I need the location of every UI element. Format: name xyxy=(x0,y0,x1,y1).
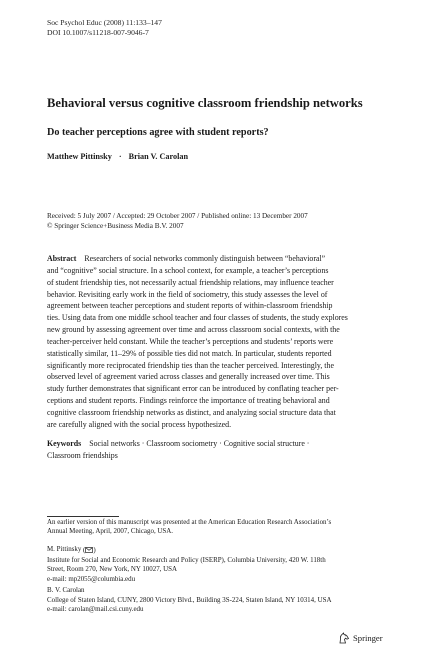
journal-citation: Soc Psychol Educ (2008) 11:133–147 xyxy=(47,18,162,27)
abstract-line: of student friendship ties, not necessarily actual friendship relations, may influence teacher xyxy=(47,277,334,287)
abstract-line: new ground by assessing agreement over time and across classroom social contexts, with the xyxy=(47,325,340,335)
affiliation-carolan xyxy=(47,586,392,615)
abstract-label: Abstract xyxy=(47,254,77,263)
received-dates: Received: 5 July 2007 / Accepted: 29 October 2007 / Published online: 13 December 2007 xyxy=(47,212,308,220)
abstract-line: behavior. Revisiting early work in the field of sociometry, this study assesses the level of xyxy=(47,289,328,299)
affiliation-pittinsky xyxy=(47,545,392,584)
article-title: Behavioral versus cognitive classroom friendship networks xyxy=(47,96,363,110)
author-list xyxy=(47,152,188,162)
abstract-line: study further demonstrates that significant error can be introduced by conflating teacher per- xyxy=(47,384,339,394)
journal-header xyxy=(47,18,162,38)
email-link[interactable]: e-mail: carolan@mail.csi.cuny.edu xyxy=(47,605,144,613)
abstract-line: ceptions and student reports. Findings reinforce the importance of treating behavioral and xyxy=(47,396,330,406)
abstract-line: ties. Using data from one middle school teacher and four classes of students, the study explores xyxy=(47,313,348,323)
footnote-divider xyxy=(47,516,119,517)
keywords-line: Social networks · Classroom sociometry · Cognitive social structure · xyxy=(89,439,310,448)
abstract-line: agreement between teacher perceptions and student reports of within-classroom friendship xyxy=(47,301,333,311)
abstract-line: cognitive classroom friendship networks as distinct, and analyzing social structure data that xyxy=(47,407,336,417)
affiliation-line: Street, Room 270, New York, NY 10027, USA xyxy=(47,565,178,573)
affiliation-line: Institute for Social and Economic Research and Policy (ISERP), Columbia University, 420 W. 118th xyxy=(47,555,326,564)
publication-history xyxy=(47,212,308,231)
publisher-logo xyxy=(338,632,383,644)
abstract-line: significantly more reciprocated friendship ties than the teacher perceived. Interestingly, the xyxy=(47,360,334,370)
presentation-footnote xyxy=(47,518,392,537)
affiliation-name: B. V. Carolan xyxy=(47,586,85,594)
email-link[interactable]: e-mail: mp2055@columbia.edu xyxy=(47,574,136,583)
keywords-line: Classroom friendships xyxy=(47,450,118,460)
keywords-label: Keywords xyxy=(47,439,82,448)
keywords xyxy=(47,438,392,461)
affiliation-name: M. Pittinsky xyxy=(47,545,82,553)
abstract-line: observed level of agreement varied across classes and generally increased over time. This xyxy=(47,372,330,382)
author-separator: · xyxy=(118,152,122,161)
doi-link[interactable]: DOI 10.1007/s11218-007-9046-7 xyxy=(47,28,149,37)
abstract-line: statistically similar, 11–29% of possible ties did not match. In particular, students reported xyxy=(47,348,332,358)
affiliation-name-line xyxy=(47,545,392,556)
footnote-line: An earlier version of this manuscript was presented at the American Education Research Association’s xyxy=(47,518,332,526)
affiliation-line: College of Staten Island, CUNY, 2800 Victory Blvd., Building 3S-224, Staten Island, NY 10314, USA xyxy=(47,595,332,604)
author-name: Brian V. Carolan xyxy=(128,152,189,161)
abstract-line: are carefully aligned with the social process hypothesized. xyxy=(47,419,232,429)
abstract-line: teacher-perceiver held constant. While the teacher’s perceptions and students’ reports were xyxy=(47,336,334,346)
abstract xyxy=(47,253,392,431)
envelope-icon: ( ) xyxy=(83,546,96,554)
copyright-notice: © Springer Science+Business Media B.V. 2007 xyxy=(47,221,184,230)
abstract-line: and “cognitive” social structure. In a school context, for example, a teacher’s perceptions xyxy=(47,265,329,275)
springer-horse-logo-icon xyxy=(338,632,350,644)
footnote-line: Annual Meeting, April, 2007, Chicago, USA. xyxy=(47,527,174,536)
author-name: Matthew Pittinsky xyxy=(47,152,112,161)
abstract-line: Researchers of social networks commonly distinguish between “behavioral” xyxy=(84,254,326,263)
publisher-name: Springer xyxy=(353,632,383,643)
article-subtitle: Do teacher perceptions agree with student reports? xyxy=(47,127,269,138)
